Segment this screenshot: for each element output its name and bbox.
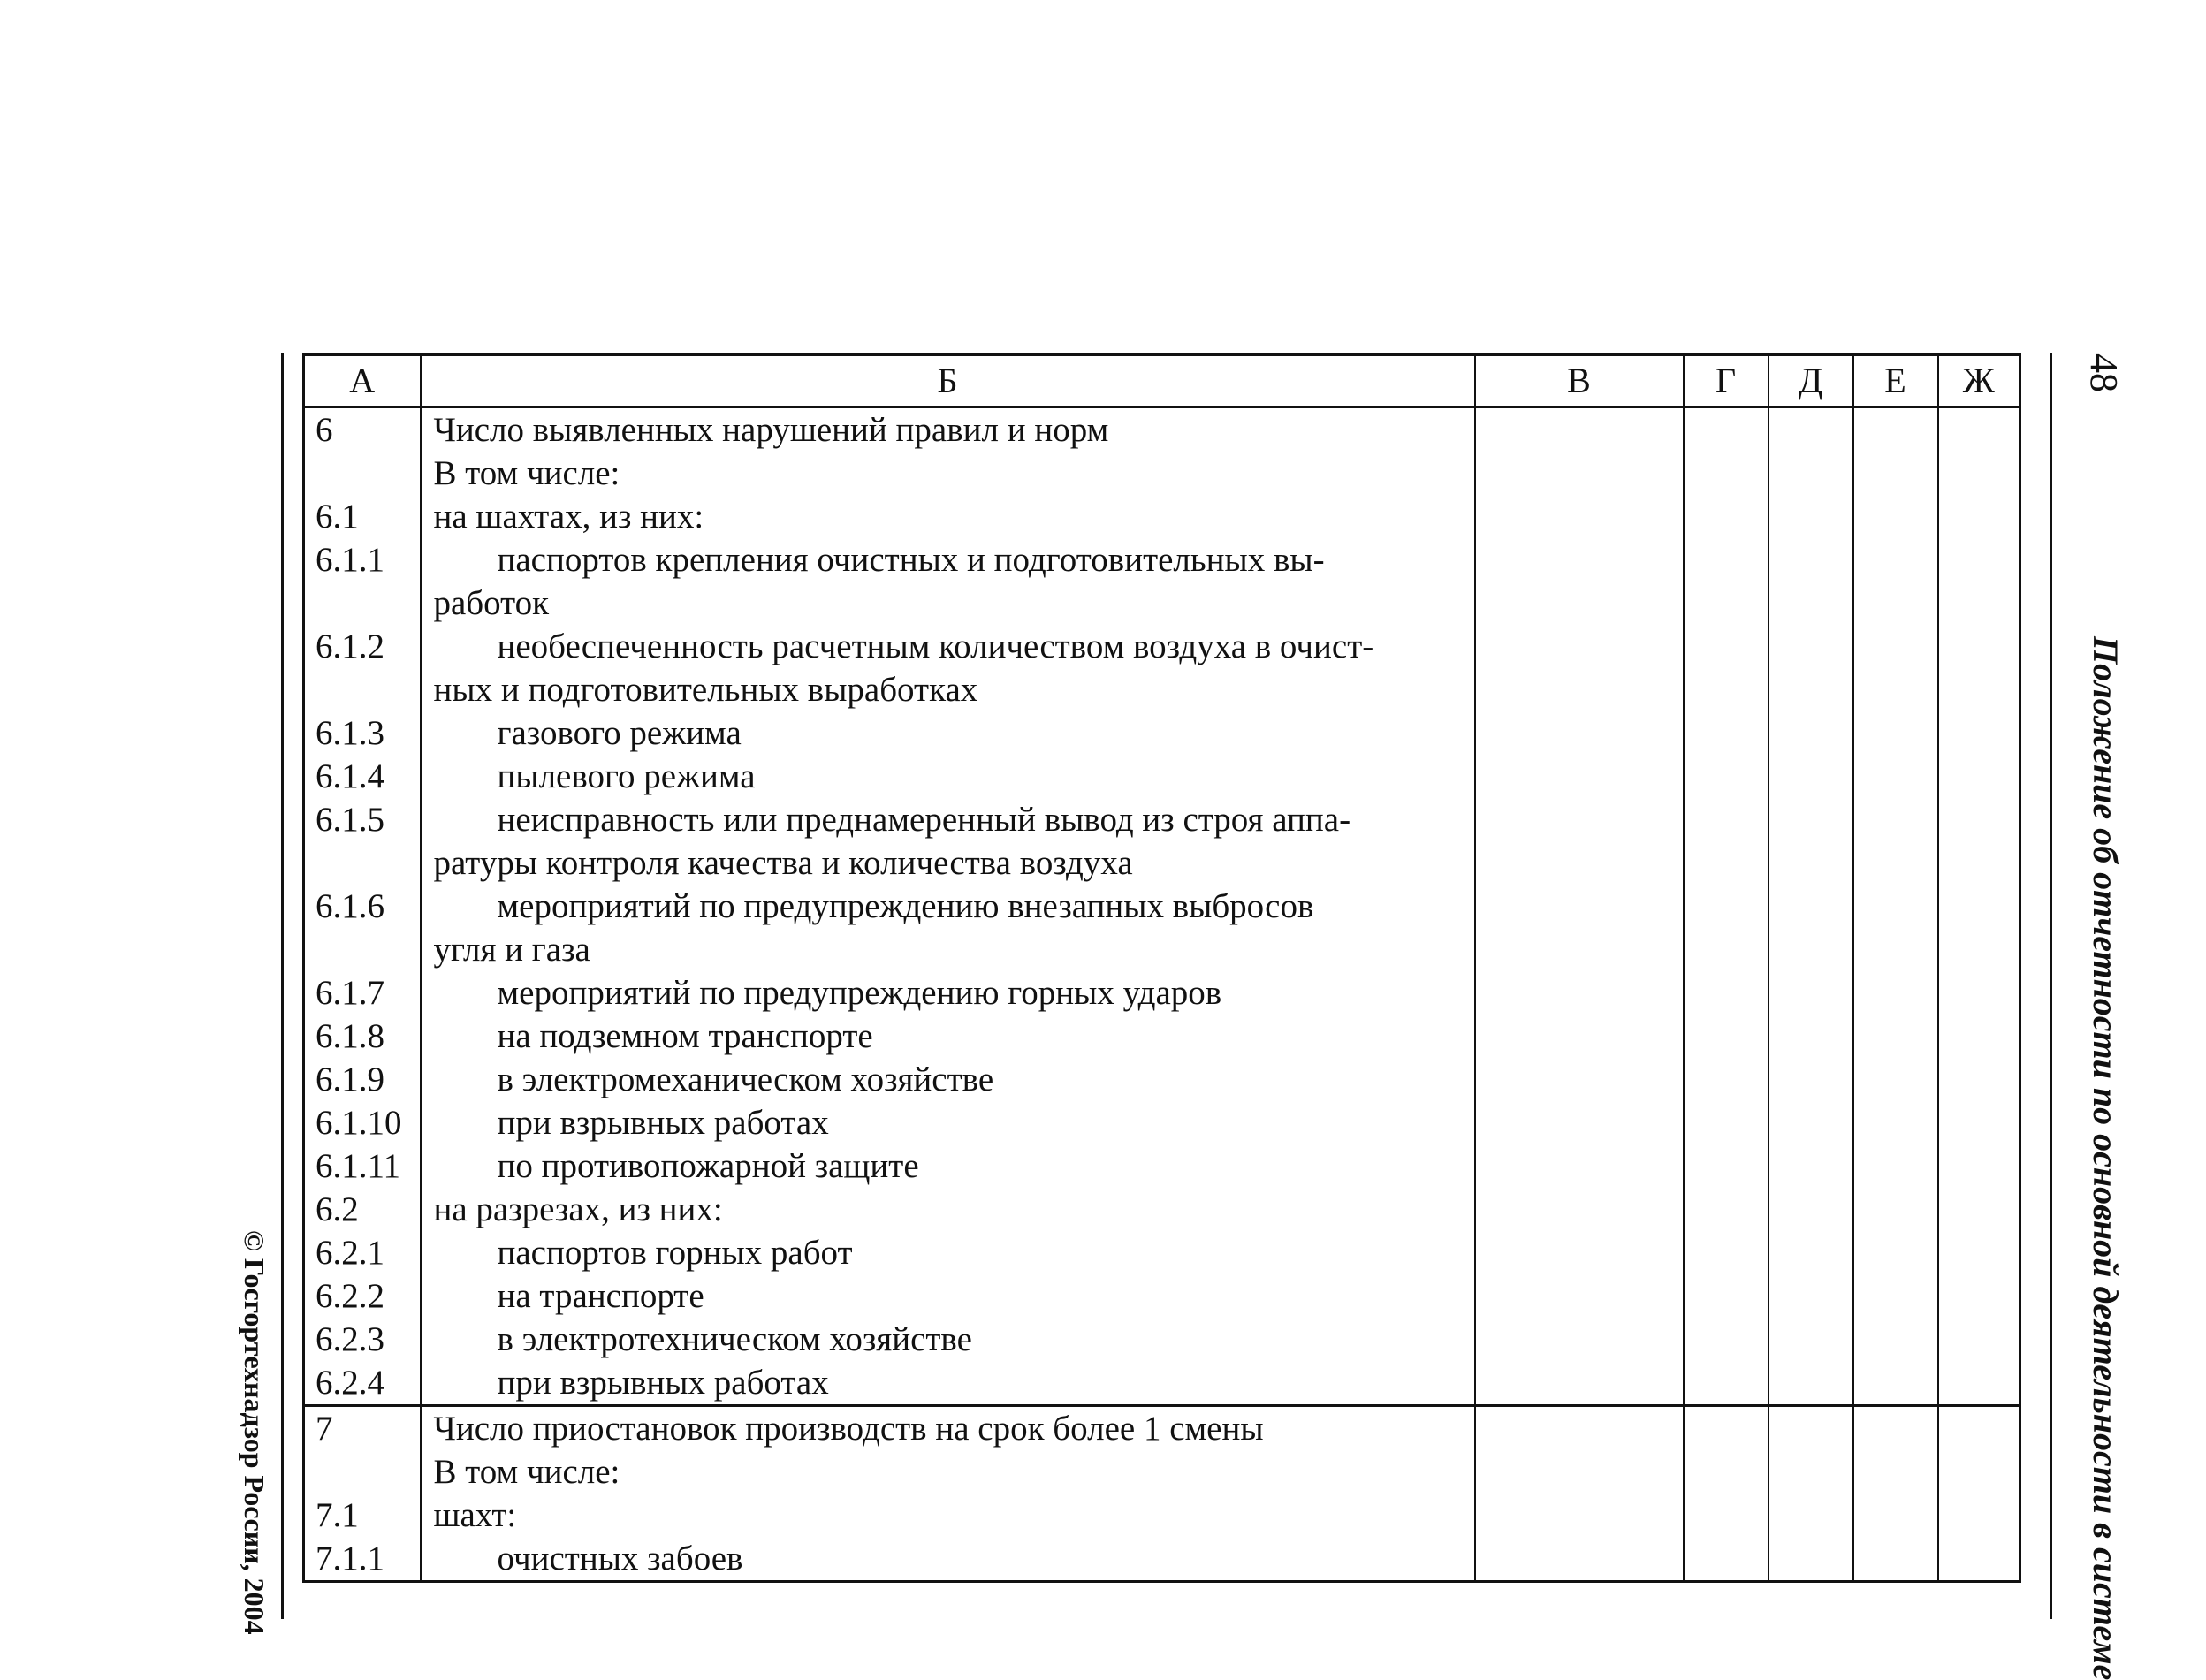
value-cell-e [1853,1015,1938,1058]
value-cell-v [1475,582,1684,625]
row-description-text: очистных забоев [497,1539,743,1577]
row-number-cell [304,452,421,495]
value-cell-v [1475,928,1684,971]
row-number-cell: 7.1.1 [304,1537,421,1582]
table-row [304,711,2020,755]
table-row [304,971,2020,1015]
value-cell-v [1475,495,1684,538]
row-description-text: В том числе: [433,1453,620,1491]
value-cell-g [1684,971,1769,1015]
value-cell-e [1853,1494,1938,1537]
row-number-cell: 6.1.6 [304,885,421,928]
row-description-cell [421,1318,1475,1361]
column-header-d: Д [1769,355,1853,407]
value-cell-d [1769,885,1853,928]
table-row [304,495,2020,538]
row-description-cell [421,1450,1475,1494]
value-cell-d [1769,668,1853,711]
table-row [304,1361,2020,1406]
value-cell-v [1475,538,1684,582]
row-number-cell: 6.2.2 [304,1274,421,1318]
value-cell-e [1853,755,1938,798]
row-description-text: газового режима [497,714,742,752]
value-cell-g [1684,668,1769,711]
value-cell-g [1684,1231,1769,1274]
row-description-cell [421,755,1475,798]
row-description-cell [421,841,1475,885]
value-cell-g [1684,1361,1769,1406]
value-cell-zh [1938,711,2020,755]
value-cell-zh [1938,625,2020,668]
table-row [304,1231,2020,1274]
value-cell-g [1684,841,1769,885]
table-header-row [304,355,2020,407]
value-cell-v [1475,452,1684,495]
value-cell-e [1853,1361,1938,1406]
row-number-cell: 6.2.4 [304,1361,421,1406]
value-cell-d [1769,1015,1853,1058]
value-cell-e [1853,1318,1938,1361]
row-description-text: в электромеханическом хозяйстве [497,1060,994,1098]
row-description-cell [421,1101,1475,1144]
value-cell-v [1475,1058,1684,1101]
row-description-text: Число приостановок производств на срок более 1 смены [433,1410,1264,1448]
value-cell-d [1769,711,1853,755]
value-cell-v [1475,1537,1684,1582]
value-cell-e [1853,971,1938,1015]
value-cell-d [1769,798,1853,841]
row-number-cell: 6.1.9 [304,1058,421,1101]
value-cell-g [1684,885,1769,928]
value-cell-zh [1938,798,2020,841]
value-cell-v [1475,1015,1684,1058]
row-description-text: на разрезах, из них: [433,1190,723,1228]
row-description-text: угля и газа [433,931,590,969]
value-cell-g [1684,495,1769,538]
value-cell-zh [1938,1318,2020,1361]
value-cell-zh [1938,1537,2020,1582]
table-row [304,407,2020,452]
value-cell-v [1475,1101,1684,1144]
value-cell-g [1684,1058,1769,1101]
row-description-text: паспортов крепления очистных и подготовительных вы- [497,541,1325,579]
row-number-cell: 6.1.4 [304,755,421,798]
row-description-text: необеспеченность расчетным количеством воздуха в очист- [497,627,1374,665]
value-cell-e [1853,1058,1938,1101]
value-cell-zh [1938,495,2020,538]
report-table [302,353,2021,1583]
value-cell-g [1684,1144,1769,1188]
value-cell-zh [1938,582,2020,625]
value-cell-d [1769,841,1853,885]
row-description-text: по противопожарной защите [497,1147,919,1185]
table-row [304,1537,2020,1582]
row-description-text: работок [433,584,550,622]
row-number-cell [304,668,421,711]
row-number-cell: 6.2 [304,1188,421,1231]
row-description-text: при взрывных работах [497,1364,829,1402]
value-cell-d [1769,452,1853,495]
page-number: 48 [2082,353,2126,392]
left-margin-rule [281,353,284,1619]
table-row [304,1058,2020,1101]
row-description-cell [421,1406,1475,1451]
row-number-cell [304,841,421,885]
value-cell-zh [1938,1361,2020,1406]
row-description-text: Число выявленных нарушений правил и норм [433,411,1109,449]
table-row [304,1494,2020,1537]
value-cell-zh [1938,885,2020,928]
row-description-cell [421,668,1475,711]
table-row [304,755,2020,798]
row-description-text: В том числе: [433,454,620,492]
value-cell-zh [1938,1015,2020,1058]
value-cell-v [1475,1406,1684,1451]
value-cell-d [1769,1406,1853,1451]
value-cell-g [1684,1188,1769,1231]
row-description-cell [421,1274,1475,1318]
table-row [304,538,2020,582]
row-description-text: в электротехническом хозяйстве [497,1320,972,1358]
row-description-cell [421,928,1475,971]
row-description-text: мероприятий по предупреждению горных ударов [497,974,1222,1012]
value-cell-d [1769,1101,1853,1144]
column-header-g: Г [1684,355,1769,407]
row-description-text: ных и подготовительных выработках [433,671,978,709]
row-description-cell [421,625,1475,668]
value-cell-e [1853,711,1938,755]
table-row [304,798,2020,841]
value-cell-g [1684,1015,1769,1058]
value-cell-v [1475,1318,1684,1361]
value-cell-v [1475,1494,1684,1537]
value-cell-g [1684,755,1769,798]
row-number-cell [304,1450,421,1494]
value-cell-e [1853,625,1938,668]
value-cell-e [1853,1450,1938,1494]
table-row [304,1274,2020,1318]
copyright-notice: © Госгортехнадзор России, 2004 [239,1230,270,1635]
value-cell-e [1853,841,1938,885]
value-cell-d [1769,1058,1853,1101]
value-cell-zh [1938,1188,2020,1231]
value-cell-d [1769,1144,1853,1188]
table-row [304,1450,2020,1494]
value-cell-d [1769,971,1853,1015]
value-cell-d [1769,1450,1853,1494]
value-cell-d [1769,495,1853,538]
value-cell-g [1684,538,1769,582]
row-number-cell: 6.1.3 [304,711,421,755]
table-row [304,1406,2020,1451]
value-cell-e [1853,452,1938,495]
row-description-cell [421,452,1475,495]
row-description-cell [421,711,1475,755]
row-description-cell [421,538,1475,582]
value-cell-d [1769,1537,1853,1582]
row-number-cell: 6.2.3 [304,1318,421,1361]
value-cell-g [1684,1537,1769,1582]
row-number-cell: 6.1.7 [304,971,421,1015]
row-number-cell: 6.1.11 [304,1144,421,1188]
value-cell-d [1769,1274,1853,1318]
table-row [304,582,2020,625]
value-cell-zh [1938,407,2020,452]
row-description-text: на шахтах, из них: [433,498,704,536]
row-description-cell [421,1144,1475,1188]
value-cell-e [1853,1274,1938,1318]
row-description-cell [421,407,1475,452]
value-cell-zh [1938,1406,2020,1451]
row-description-cell [421,1058,1475,1101]
value-cell-zh [1938,1450,2020,1494]
row-description-text: шахт: [433,1496,517,1534]
value-cell-g [1684,1274,1769,1318]
row-description-text: на подземном транспорте [497,1017,873,1055]
value-cell-d [1769,538,1853,582]
table-row [304,1101,2020,1144]
row-description-cell [421,582,1475,625]
value-cell-e [1853,1406,1938,1451]
value-cell-g [1684,1494,1769,1537]
row-description-text: ратуры контроля качества и количества воздуха [433,844,1133,882]
value-cell-e [1853,798,1938,841]
value-cell-g [1684,711,1769,755]
row-number-cell: 6 [304,407,421,452]
value-cell-d [1769,1361,1853,1406]
value-cell-v [1475,1274,1684,1318]
value-cell-e [1853,1101,1938,1144]
value-cell-e [1853,538,1938,582]
value-cell-zh [1938,1101,2020,1144]
value-cell-zh [1938,1274,2020,1318]
value-cell-zh [1938,841,2020,885]
value-cell-g [1684,798,1769,841]
row-number-cell: 7.1 [304,1494,421,1537]
row-description-cell [421,1015,1475,1058]
value-cell-v [1475,1188,1684,1231]
value-cell-g [1684,1406,1769,1451]
value-cell-d [1769,1318,1853,1361]
row-description-cell [421,1361,1475,1406]
value-cell-e [1853,1144,1938,1188]
row-description-cell [421,1494,1475,1537]
column-header-a: А [304,355,421,407]
row-description-text: мероприятий по предупреждению внезапных выбросов [497,887,1314,925]
row-description-cell [421,885,1475,928]
value-cell-v [1475,1450,1684,1494]
table-row [304,1188,2020,1231]
column-header-v: В [1475,355,1684,407]
row-description-cell [421,1188,1475,1231]
value-cell-v [1475,1144,1684,1188]
row-description-cell [421,1537,1475,1582]
value-cell-zh [1938,1494,2020,1537]
row-number-cell: 6.1.5 [304,798,421,841]
row-description-cell [421,971,1475,1015]
row-description-cell [421,495,1475,538]
value-cell-g [1684,1450,1769,1494]
row-number-cell: 6.1.1 [304,538,421,582]
row-number-cell: 6.2.1 [304,1231,421,1274]
value-cell-g [1684,1101,1769,1144]
value-cell-e [1853,885,1938,928]
value-cell-d [1769,625,1853,668]
value-cell-d [1769,928,1853,971]
table-row [304,668,2020,711]
value-cell-v [1475,1361,1684,1406]
right-margin-rule [2050,353,2052,1619]
running-title: Положение об отчетности по основной деятельности в системе [2086,636,2126,1680]
value-cell-v [1475,971,1684,1015]
row-description-text: паспортов горных работ [497,1234,853,1272]
row-number-cell [304,582,421,625]
table-row [304,452,2020,495]
value-cell-d [1769,755,1853,798]
value-cell-zh [1938,971,2020,1015]
value-cell-e [1853,495,1938,538]
value-cell-v [1475,1231,1684,1274]
table-row [304,928,2020,971]
value-cell-zh [1938,538,2020,582]
row-number-cell [304,928,421,971]
value-cell-e [1853,582,1938,625]
table-row [304,625,2020,668]
table-row [304,1144,2020,1188]
column-header-e: Е [1853,355,1938,407]
value-cell-zh [1938,1058,2020,1101]
value-cell-zh [1938,1144,2020,1188]
value-cell-g [1684,625,1769,668]
value-cell-d [1769,582,1853,625]
value-cell-e [1853,928,1938,971]
value-cell-v [1475,407,1684,452]
row-number-cell: 6.1.8 [304,1015,421,1058]
value-cell-v [1475,885,1684,928]
row-description-text: неисправность или преднамеренный вывод из строя аппа- [497,801,1351,839]
column-header-zh: Ж [1938,355,2020,407]
value-cell-e [1853,1231,1938,1274]
value-cell-zh [1938,928,2020,971]
row-number-cell: 6.1 [304,495,421,538]
value-cell-d [1769,407,1853,452]
table-row [304,1015,2020,1058]
table-row [304,841,2020,885]
value-cell-g [1684,1318,1769,1361]
value-cell-v [1475,668,1684,711]
value-cell-e [1853,668,1938,711]
row-number-cell: 6.1.10 [304,1101,421,1144]
value-cell-g [1684,407,1769,452]
row-description-cell [421,1231,1475,1274]
value-cell-v [1475,755,1684,798]
value-cell-zh [1938,452,2020,495]
table-row [304,885,2020,928]
value-cell-g [1684,452,1769,495]
value-cell-v [1475,841,1684,885]
value-cell-d [1769,1231,1853,1274]
row-description-text: пылевого режима [497,757,756,795]
column-header-b: Б [421,355,1475,407]
value-cell-g [1684,582,1769,625]
row-description-cell [421,798,1475,841]
table-row [304,1318,2020,1361]
row-description-text: при взрывных работах [497,1104,829,1142]
table-body [304,407,2020,1582]
value-cell-e [1853,407,1938,452]
row-description-text: на транспорте [497,1277,704,1315]
value-cell-zh [1938,755,2020,798]
value-cell-e [1853,1537,1938,1582]
value-cell-zh [1938,1231,2020,1274]
value-cell-v [1475,625,1684,668]
value-cell-v [1475,798,1684,841]
row-number-cell: 6.1.2 [304,625,421,668]
row-number-cell: 7 [304,1406,421,1451]
value-cell-d [1769,1494,1853,1537]
value-cell-zh [1938,668,2020,711]
value-cell-e [1853,1188,1938,1231]
value-cell-v [1475,711,1684,755]
value-cell-d [1769,1188,1853,1231]
value-cell-g [1684,928,1769,971]
